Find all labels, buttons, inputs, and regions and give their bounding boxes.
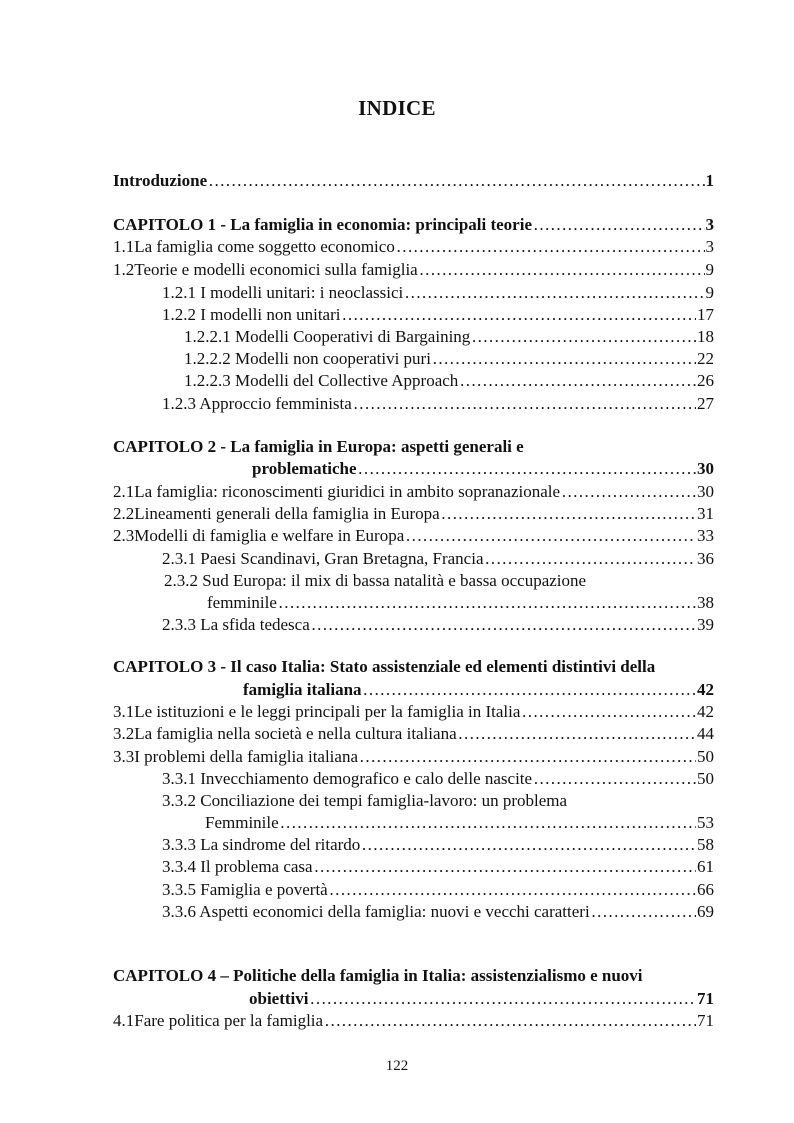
toc-section-3-3[interactable] xyxy=(113,746,714,768)
toc-entry-text: problematiche xyxy=(252,459,357,478)
toc-entry-page: 17 xyxy=(697,305,714,324)
toc-entry-page: 42 xyxy=(697,680,714,699)
toc-section-3-3-6[interactable] xyxy=(162,901,714,923)
toc-chapter-4-title[interactable]: CAPITOLO 4 – Politiche della famiglia in Italia: assistenzialismo e nuovi xyxy=(113,966,643,985)
toc-entry-page: 53 xyxy=(697,813,714,832)
toc-entry-text: 3.3.6 Aspetti economici della famiglia: nuovi e vecchi caratteri xyxy=(162,902,590,921)
toc-entry-page: 50 xyxy=(697,769,714,788)
toc-entry-number: 2.2 xyxy=(113,504,135,523)
toc-section-3-3-4[interactable] xyxy=(162,856,714,878)
toc-entry-number: 1.1 xyxy=(113,237,135,256)
toc-chapter-3[interactable] xyxy=(243,679,714,701)
toc-section-2-3-3[interactable] xyxy=(162,614,714,636)
toc-entry-page: 3 xyxy=(705,237,714,256)
toc-entry-page: 9 xyxy=(705,260,714,279)
toc-entry-text: La famiglia: riconoscimenti giuridici in ambito sopranazionale xyxy=(134,482,561,501)
toc-entry-text: 1.2.2.1 Modelli Cooperativi di Bargaining xyxy=(184,327,471,346)
toc-entry-number: 3.3 xyxy=(113,747,135,766)
toc-entry-text: 1.2.2.3 Modelli del Collective Approach xyxy=(184,371,459,390)
toc-entry-number: 2.1 xyxy=(113,482,135,501)
toc-entry-page: 18 xyxy=(697,327,714,346)
toc-entry-page: 39 xyxy=(697,615,714,634)
toc-entry-page: 71 xyxy=(697,989,714,1008)
toc-chapter-2-title[interactable]: CAPITOLO 2 - La famiglia in Europa: aspetti generali e xyxy=(113,437,524,456)
toc-section-1-2-2-1[interactable] xyxy=(184,326,714,348)
toc-entry-number: 1.2 xyxy=(113,260,135,279)
toc-entry-text: I problemi della famiglia italiana xyxy=(134,747,358,766)
toc-section-1-2-2-3[interactable] xyxy=(184,370,714,392)
toc-chapter-3-title[interactable]: CAPITOLO 3 - Il caso Italia: Stato assistenziale ed elementi distintivi della xyxy=(113,657,656,676)
toc-section-2-3-2-title[interactable]: 2.3.2 Sud Europa: il mix di bassa natalità e bassa occupazione xyxy=(164,571,587,590)
toc-entry-text: 1.2.2 I modelli non unitari xyxy=(162,305,341,324)
toc-entry-number: 2.3 xyxy=(113,526,135,545)
toc-section-3-3-1[interactable] xyxy=(162,768,714,790)
toc-entry-text: femminile xyxy=(207,593,277,612)
toc-entry-number: 3.1 xyxy=(113,702,135,721)
toc-section-3-3-2-title[interactable]: 3.3.2 Conciliazione dei tempi famiglia-lavoro: un problema xyxy=(162,791,568,810)
toc-entry-page: 1 xyxy=(705,171,714,190)
toc-entry-page: 58 xyxy=(697,835,714,854)
toc-entry-text: Modelli di famiglia e welfare in Europa xyxy=(134,526,405,545)
toc-entry-page: 3 xyxy=(705,215,714,234)
toc-entry-text: 2.3.3 La sfida tedesca xyxy=(162,615,310,634)
toc-entry-text: 1.2.1 I modelli unitari: i neoclassici xyxy=(162,283,404,302)
toc-entry-page: 36 xyxy=(697,549,714,568)
toc-section-4-1[interactable] xyxy=(113,1010,714,1032)
toc-section-2-1[interactable] xyxy=(113,481,714,503)
toc-section-1-2-3[interactable] xyxy=(162,393,714,415)
toc-entry-page: 44 xyxy=(697,724,714,743)
toc-entry-text: La famiglia nella società e nella cultura italiana xyxy=(134,724,457,743)
toc-entry-page: 69 xyxy=(697,902,714,921)
toc-entry-text: 3.3.3 La sindrome del ritardo xyxy=(162,835,361,854)
toc-entry-page: 22 xyxy=(697,349,714,368)
toc-section-1-2[interactable] xyxy=(113,259,714,281)
toc-entry-number: 4.1 xyxy=(113,1011,135,1030)
toc-section-3-1[interactable] xyxy=(113,701,714,723)
toc-entry-text: Le istituzioni e le leggi principali per la famiglia in Italia xyxy=(134,702,521,721)
toc-entry-text: Fare politica per la famiglia xyxy=(134,1011,324,1030)
toc-entry-page: 61 xyxy=(697,857,714,876)
toc-section-2-3-1[interactable] xyxy=(162,548,714,570)
toc-entry-text: 1.2.2.2 Modelli non cooperativi puri xyxy=(184,349,431,368)
toc-entry-text: 3.3.4 Il problema casa xyxy=(162,857,313,876)
page-title: INDICE xyxy=(358,96,436,120)
toc-entry-text: Introduzione xyxy=(113,171,208,190)
toc-entry-page: 42 xyxy=(697,702,714,721)
toc-entry-introduzione[interactable] xyxy=(113,170,714,192)
toc-entry-text: 2.3.1 Paesi Scandinavi, Gran Bretagna, Francia xyxy=(162,549,484,568)
toc-chapter-2[interactable] xyxy=(252,458,714,480)
toc-entry-text: Teorie e modelli economici sulla famiglia xyxy=(134,260,418,279)
toc-entry-text: Lineamenti generali della famiglia in Europa xyxy=(134,504,440,523)
toc-entry-page: 26 xyxy=(697,371,714,390)
toc-section-1-2-2-2[interactable] xyxy=(184,348,714,370)
toc-entry-page: 31 xyxy=(697,504,714,523)
toc-chapter-4[interactable] xyxy=(249,988,714,1010)
toc-entry-page: 9 xyxy=(705,283,714,302)
toc-entry-page: 30 xyxy=(697,459,714,478)
toc-entry-page: 66 xyxy=(697,880,714,899)
toc-section-1-2-2[interactable] xyxy=(162,304,714,326)
toc-section-2-3-2[interactable] xyxy=(207,592,714,614)
toc-entry-page: 50 xyxy=(697,747,714,766)
toc-entry-page: 30 xyxy=(697,482,714,501)
toc-entry-text: CAPITOLO 1 - La famiglia in economia: principali teorie xyxy=(113,215,532,234)
toc-entry-number: 3.2 xyxy=(113,724,135,743)
page-number: 122 xyxy=(385,1058,409,1074)
toc-entry-text: 3.3.1 Invecchiamento demografico e calo delle nascite xyxy=(162,769,533,788)
toc-entry-text: La famiglia come soggetto economico xyxy=(134,237,395,256)
toc-entry-page: 38 xyxy=(697,593,714,612)
toc-entry-text: obiettivi xyxy=(249,989,309,1008)
toc-entry-page: 27 xyxy=(697,394,714,413)
toc-section-2-3[interactable] xyxy=(113,525,714,547)
toc-section-1-1[interactable] xyxy=(113,236,714,258)
toc-entry-text: Femminile xyxy=(205,813,279,832)
toc-entry-text: famiglia italiana xyxy=(243,680,362,699)
toc-section-2-2[interactable] xyxy=(113,503,714,525)
toc-entry-page: 33 xyxy=(697,526,714,545)
toc-section-3-3-2[interactable] xyxy=(205,812,714,834)
toc-chapter-1[interactable] xyxy=(113,214,714,236)
toc-section-3-3-5[interactable] xyxy=(162,879,714,901)
toc-entry-text: 3.3.5 Famiglia e povertà xyxy=(162,880,328,899)
toc-section-3-3-3[interactable] xyxy=(162,834,714,856)
toc-section-1-2-1[interactable] xyxy=(162,282,714,304)
toc-section-3-2[interactable] xyxy=(113,723,714,745)
toc-entry-text: 1.2.3 Approccio femminista xyxy=(162,394,352,413)
toc-entry-page: 71 xyxy=(697,1011,714,1030)
